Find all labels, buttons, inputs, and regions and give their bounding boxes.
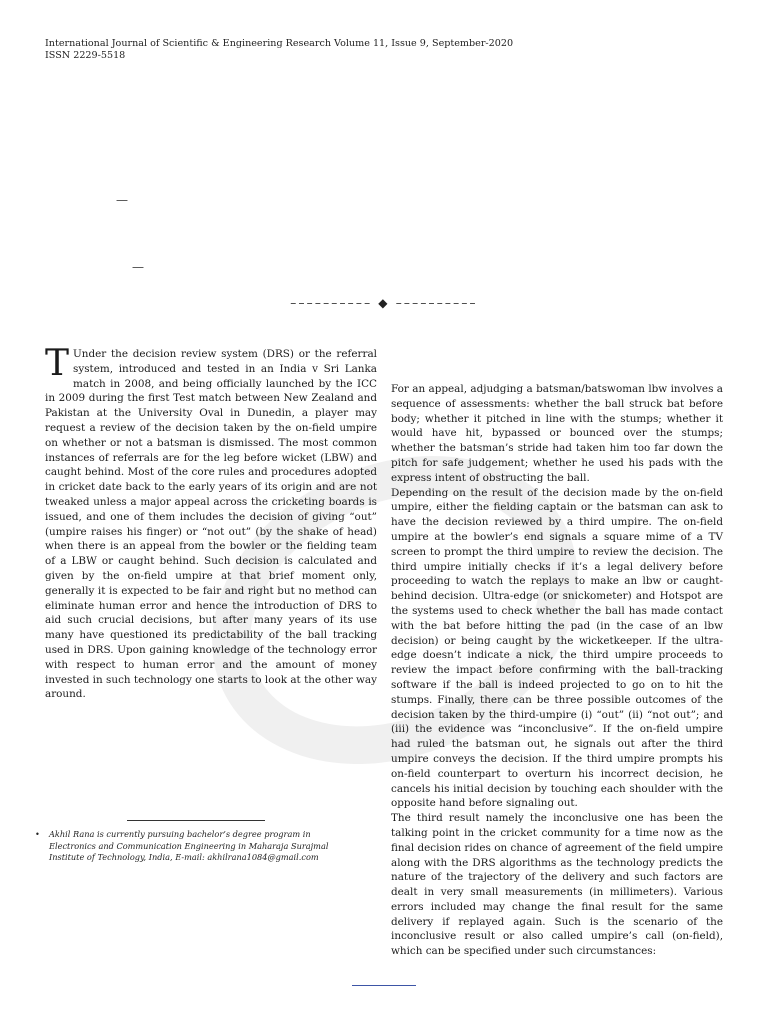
journal-line: International Journal of Scientific & Engineering Research Volume 11, Issue 9, September-2020 xyxy=(45,38,514,49)
paragraph-review-process: Depending on the result of the decision made by the on-field umpire, either the fielding captain or the batsman can ask to have the decision reviewed by a third umpire. The on-field umpire at the bowler’s end signals a square mime of a TV screen to prompt the third umpire to review the decision. The third umpire initially checks if it’s a legal delivery before proceeding to watch the replays to make an lbw or caught-behind decision. Ultra-edge (or snickometer) and Hotspot are the systems used to check whether the ball has made contact with the bat before hitting the pad (in the case of an lbw decision) or being caught by the wicketkeeper. If the ultra-edge doesn’t indicate a nick, the third umpire proceeds to review the impact before confirming with the ball-tracking software if the ball is indeed projected to go on to hit the stumps. Finally, there can be three possible outcomes of the decision taken by the third-umpire (i) “out” (ii) “not out”; and (iii) the evidence was “inconclusive”. If the on-field umpire had ruled the batsman out, he signals out after the third umpire conveys the decision. If the third umpire prompts his on-field counterpart to overturn his incorrect decision, he cancels his initial decision by touching each shoulder with the opposite hand before signaling out. xyxy=(391,486,723,810)
footnote-bullet: • xyxy=(35,829,40,839)
paragraph-inconclusive: The third result namely the inconclusive one has been the talking point in the cricket community for a time now as the final decision rides on chance of agreement of the field umpire along with the DRS algorithms as the technology predicts the nature of the trajectory of the delivery and such factors are dealt in very small measurements (in millimeters). Various errors included may change the final result for the same delivery if replayed again. Such is the scenario of the inconclusive result or also called umpire’s call (on-field), which can be specified under such circumstances: xyxy=(391,812,723,958)
intro-text: Under the decision review system (DRS) or the referral system, introduced and tested in an India v Sri Lanka match in 2008, and being officially launched by the ICC in 2009 during the first Test match between New Zealand and Pakistan at the University Oval in Dunedin, a player may request a review of the decision taken by the on-field umpire on whether or not a batsman is dismissed. The most common instances of referrals are for the leg before wicket (LBW) and caught behind. Most of the core rules and procedures adopted in cricket date back to the early years of its origin and are not tweaked unless a major appeal across the cricketing boards is issued, and one of them includes the decision of giving “out” (umpire raises his finger) or “not out” (by the shake of head) when there is an appeal from the bowler or the fielding team of a LBW or caught behind. Such decision is calculated and given by the on-field umpire at that brief moment only, generally it is expected to be fair and right but no method can eliminate human error and hence the introduction of DRS to aid such crucial decisions, but after many years of its use many have questioned its predictability of the ball tracking used in DRS. Upon gaining knowledge of the technology error with respect to human error and the amount of money invested in such technology one starts to look at the other way around. xyxy=(45,348,377,701)
journal-header xyxy=(45,38,513,62)
intro-paragraph xyxy=(45,343,377,702)
page-link-underline[interactable] xyxy=(352,985,416,986)
footnote-text: Akhil Rana is currently pursuing bachelor’s degree program in Electronics and Communication Engineering in Maharaja Surajmal Institute of Technology, India, E-mail: akhilrana1084@gmail.com xyxy=(49,829,329,863)
dash-mark: — xyxy=(116,193,128,207)
dash-mark: — xyxy=(132,260,144,274)
section-separator: –––––––––– ◆ –––––––––– xyxy=(290,296,478,310)
issn-line: ISSN 2229-5518 xyxy=(45,50,126,61)
footnote-rule xyxy=(127,820,265,821)
paragraph-lbw-assessment: For an appeal, adjudging a batsman/batswoman lbw involves a sequence of assessments: whether the ball struck bat before body; whether it pitched in line with the stumps; whether it would have hit, bypassed or bounced over the stumps; whether the batsman’s stride had taken him too far down the pitch for safe judgement; whether he used his pads with the express intent of obstructing the ball. xyxy=(391,383,723,484)
right-column xyxy=(391,382,723,959)
drop-cap: T xyxy=(45,343,70,384)
author-footnote xyxy=(35,829,360,864)
left-column xyxy=(45,343,377,702)
